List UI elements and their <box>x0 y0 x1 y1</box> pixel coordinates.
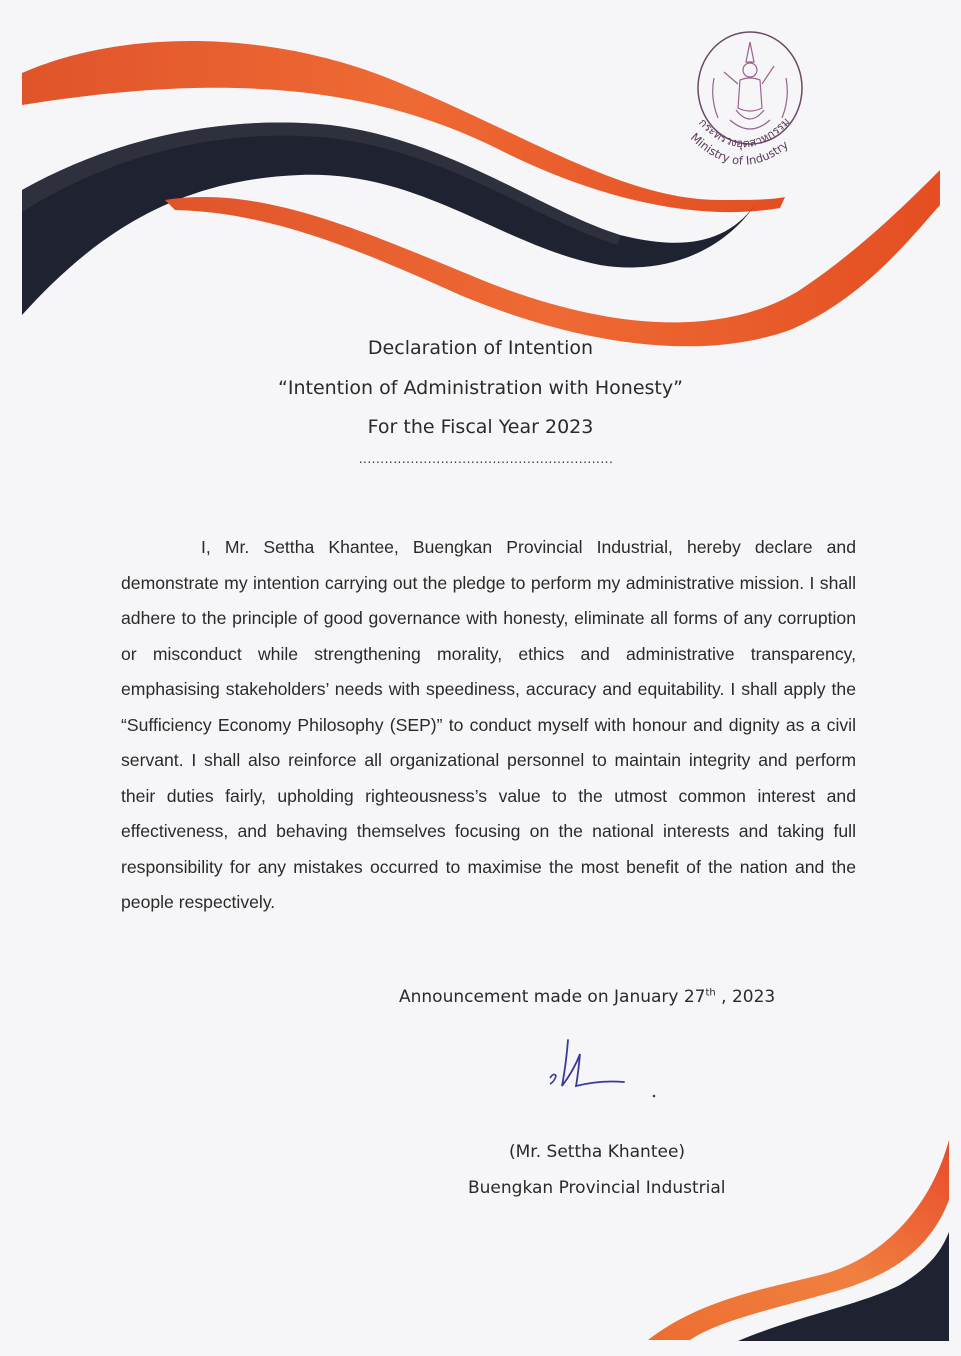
document-subtitle: “Intention of Administration with Honesty” <box>278 377 683 399</box>
document-fiscal-year: For the Fiscal Year 2023 <box>367 416 594 438</box>
announcement-date <box>399 987 775 1007</box>
orange-ribbon-lower <box>165 170 940 346</box>
signatory-name: (Mr. Settha Khantee) <box>509 1142 686 1162</box>
ministry-seal-logo <box>680 28 830 188</box>
dotted-divider: ........................................................... <box>358 452 614 466</box>
seal-thai-text: กระทรวงอุตสาหกรรม <box>695 114 793 151</box>
document-title: Declaration of Intention <box>367 337 594 359</box>
declaration-paragraph: I, Mr. Settha Khantee, Buengkan Provincial Industrial, hereby declare and demonstrate my intention carrying out the pledge to perform my administrative mission. I shall adhere to the principle of good governance with honesty, eliminate all forms of any corruption or misconduct while strengthening morality, ethics and administrative transparency, emphasising stakeholders’ needs with speediness, accuracy and equitability. I shall apply the “Sufficiency Economy Philosophy (SEP)” to conduct myself with honour and dignity as a civil servant. I shall also reinforce all organizational personnel to maintain integrity and perform their duties fairly, upholding righteousness’s value to the utmost common interest and effectiveness, and behaving themselves focusing on the national interests and taking full responsibility for any mistakes occurred to maximise the most benefit of the nation and the people respectively. <box>121 537 856 912</box>
announcement-ordinal: th <box>705 987 716 999</box>
seal-english-text: Ministry of Industry <box>687 130 791 168</box>
handwritten-signature <box>540 1030 670 1100</box>
announcement-suffix: , 2023 <box>715 987 776 1007</box>
announcement-prefix: Announcement made on January 27 <box>399 987 706 1007</box>
signatory-title: Buengkan Provincial Industrial <box>468 1178 726 1198</box>
